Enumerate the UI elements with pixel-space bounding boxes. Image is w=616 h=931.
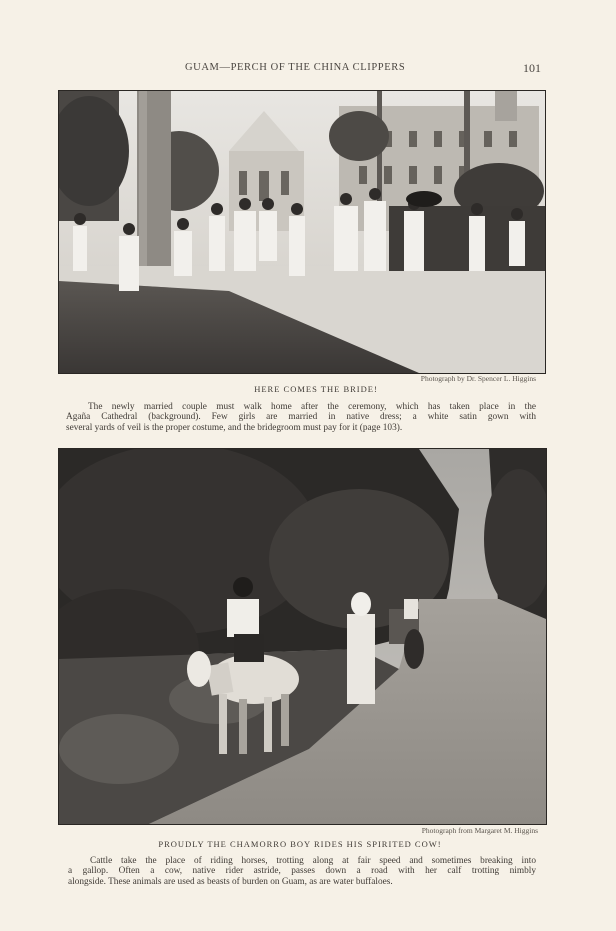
photo-credit: Photograph by Dr. Spencer L. Higgins <box>420 374 536 383</box>
caption-body <box>68 856 536 887</box>
caption-line: The newly married couple must walk home after the ceremony, which has taken place in the <box>88 402 536 412</box>
photo-credit: Photograph from Margaret M. Higgins <box>421 826 538 835</box>
caption-line: a gallop. Often a cow, native rider astride, passes down a road with her calf trotting nimbly <box>68 866 536 877</box>
wedding-procession-photo <box>58 90 546 374</box>
caption-title: PROUDLY THE CHAMORRO BOY RIDES HIS SPIRITED COW! <box>158 839 442 849</box>
caption-line: Cattle take the place of riding horses, trotting along at fair speed and sometimes breaking into <box>90 856 536 866</box>
caption-line: Agaña Cathedral (background). Few girls are married in native dress; a white satin gown with <box>66 412 536 423</box>
page-header <box>0 62 616 78</box>
caption-title: HERE COMES THE BRIDE! <box>254 384 378 394</box>
caption-line: alongside. These animals are used as beasts of burden on Guam, as are water buffaloes. <box>68 876 393 887</box>
running-head: GUAM—PERCH OF THE CHINA CLIPPERS <box>185 62 406 73</box>
caption-body <box>66 402 536 433</box>
boy-riding-cow-photo <box>58 448 547 825</box>
caption-line: several yards of veil is the proper costume, and the bridegroom must pay for it (page 103). <box>66 422 403 433</box>
page-number: 101 <box>523 61 541 75</box>
